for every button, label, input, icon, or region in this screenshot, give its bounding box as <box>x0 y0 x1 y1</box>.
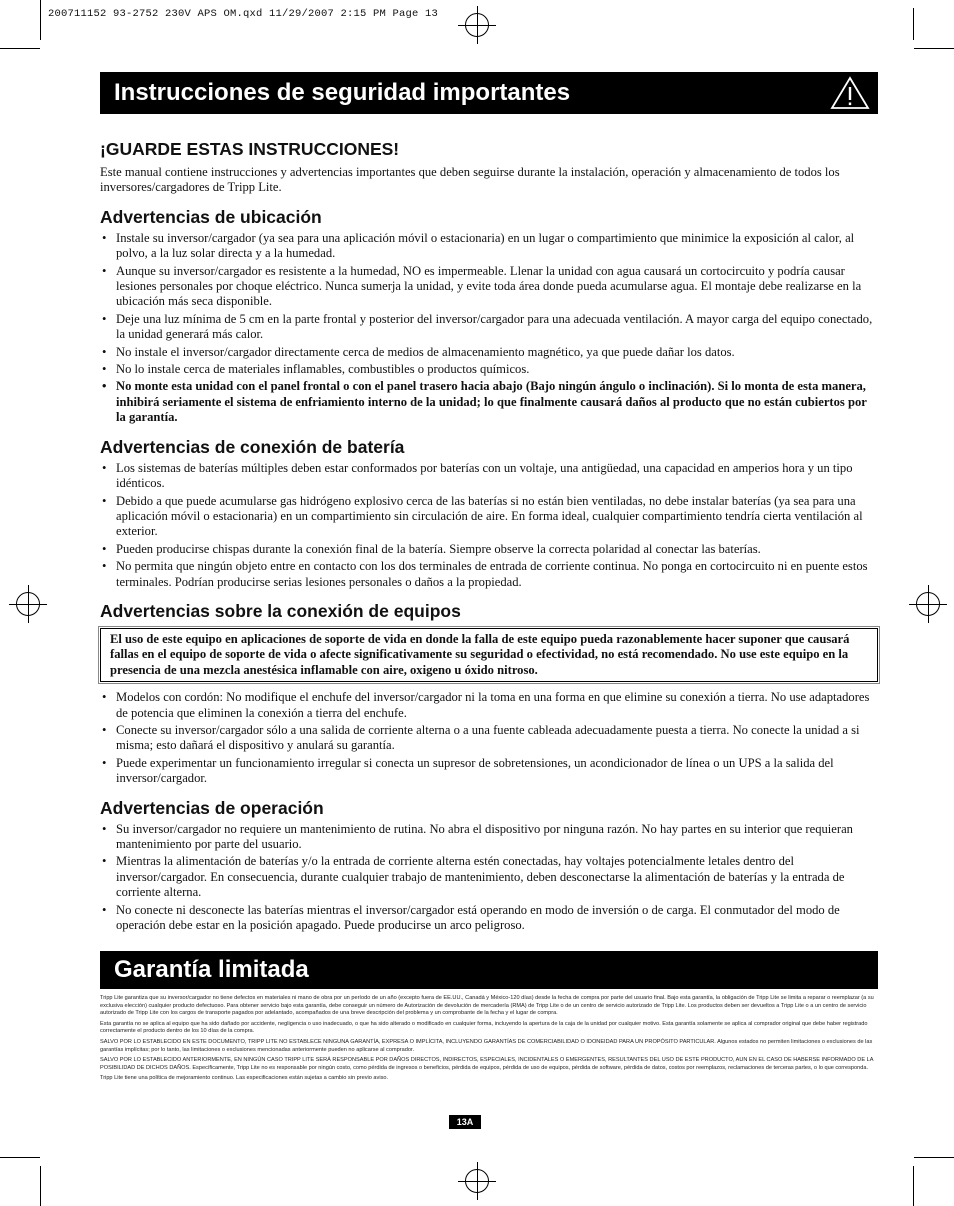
warranty-paragraph: SALVO POR LO ESTABLECIDO EN ESTE DOCUMENTO, TRIPP LITE NO ESTABLECE NINGUNA GARANTÍA, EXPRESA O IMPLÍCITA, INCLUYENDO GARANTÍAS DE COMERCIABILIDAD O IDONEIDAD PARA UN PROPÓSITO PARTICULAR. Algunos estados no permiten limitaciones o exclusiones de las garantías implícitas; por lo tanto, las limitaciones o exclusiones mencionadas anteriormente pueden no aplicarse al comprador. <box>100 1038 873 1053</box>
list-item: • No lo instale cerca de materiales inflamables, combustibles o productos químicos. <box>100 362 878 377</box>
warranty-paragraph: Esta garantía no se aplica al equipo que ha sido dañado por accidente, negligencia o uso inadecuado, o que ha sido alterado o modificado en cualquier forma, incluyendo la apertura de la caja de la unidad por cualquier motivo. Esta garantía solamente se aplica al comprador original que debe haber registrado correctamente el producto dentro de los 10 días de la compra. <box>100 1020 868 1035</box>
list-item: • Puede experimentar un funcionamiento irregular si conecta un supresor de sobretensiones, un acondicionador de línea o un UPS a la salida del inversor/cargador. <box>100 756 878 787</box>
warranty-text <box>100 995 878 1086</box>
safety-content <box>100 138 878 935</box>
operation-heading: Advertencias de operación <box>100 797 324 818</box>
warranty-paragraph: Tripp Lite garantiza que su inversor/cargador no tiene defectos en materiales ni mano de obra por un período de un año (excepto fuera de EE.UU., Canadá y México-120 días) desde la fecha de compra por parte del usuario final. Bajo esta garantía, la obligación de Tripp Lite se limita a reparar o reemplazar (a su exclusiva elección) cualquier producto defectuoso. Para obtener servicio bajo esta garantía, debe conseguir un número de Autorización de devolución de mercadería (RMA) de Tripp Lite o de un centro de servicio autorizado de Tripp Lite. Los productos deben ser devueltos a Tripp Lite o a un centro de servicio autorizado de Tripp Lite con los cargos de transporte pagados por adelantado, acompañados de una breve descripción del problema y un comprobante de la fecha y el lugar de compra. <box>100 995 874 1017</box>
crop-mark <box>0 1157 40 1158</box>
operation-list <box>100 822 878 934</box>
registration-mark-icon <box>916 592 940 616</box>
warranty-paragraph: SALVO POR LO ESTABLECIDO ANTERIORMENTE, EN NINGÚN CASO TRIPP LITE SERÁ RESPONSABLE POR DAÑOS DIRECTOS, INDIRECTOS, ESPECIALES, INCIDENTALES O EMERGENTES, RESULTANTES DEL USO DE ESTE PRODUCTO, AUN EN EL CASO DE HABERSE INFORMADO DE LA POSIBILIDAD DE DICHOS DAÑOS. Específicamente, Tripp Lite no es responsable por ningún costo, como pérdida de ingresos o beneficios, pérdida de equipos, pérdida de uso de equipos, pérdida de software, pérdida de datos, costos por reemplazos, reclamaciones de terceras partes, o lo que corresponda. <box>100 1057 874 1071</box>
list-item: • No monte esta unidad con el panel frontal o con el panel trasero hacia abajo (Bajo ningún ángulo o inclinación). Si lo monta de esta manera, inhibirá seriamente el sistema de enfriamiento interno de la unidad; lo que finalmente causará daños al producto que no están cubiertos por la garantía. <box>100 379 878 425</box>
list-item: • Instale su inversor/cargador (ya sea para una aplicación móvil o estacionaria) en un lugar o compartimiento que minimice la exposición al calor, al polvo, a la luz solar directa y a la humedad. <box>100 231 878 262</box>
location-heading: Advertencias de ubicación <box>100 206 322 227</box>
list-item: • Modelos con cordón: No modifique el enchufe del inversor/cargador ni la toma en una forma en que elimine su conexión a tierra. No use adaptadores de potencia que eliminen la conexión a tierra del enchufe. <box>100 690 878 721</box>
warning-triangle-icon <box>830 76 870 110</box>
page-title: Instrucciones de seguridad importantes <box>114 79 571 106</box>
crop-mark <box>0 48 40 49</box>
list-item: • No instale el inversor/cargador directamente cerca de medios de almacenamiento magnético, ya que puede dañar los datos. <box>100 345 878 360</box>
crop-mark <box>40 0 41 40</box>
crop-mark <box>914 48 954 49</box>
section-banner-safety <box>100 72 878 114</box>
registration-mark-icon <box>465 13 489 37</box>
crop-mark <box>914 1157 954 1158</box>
list-item: • No permita que ningún objeto entre en contacto con los dos terminales de entrada de corriente continua. No ponga en cortocircuito ni en puente estos terminales. Podrían producirse serias lesiones personales o daños a la propiedad. <box>100 559 878 590</box>
intro-paragraph: Este manual contiene instrucciones y advertencias importantes que deben seguirse durante la instalación, operación y almacenamiento de todos los inversores/cargadores de Tripp Lite. <box>100 165 840 195</box>
print-slug: 200711152 93-2752 230V APS OM.qxd 11/29/2007 2:15 PM Page 13 <box>48 8 439 20</box>
section-banner-warranty <box>100 951 878 989</box>
registration-mark-icon <box>465 1169 489 1193</box>
equipment-heading: Advertencias sobre la conexión de equipos <box>100 600 461 621</box>
life-support-warning-box: El uso de este equipo en aplicaciones de soporte de vida en donde la falla de este equipo pueda razonablemente hacer suponer que causará fallas en el equipo de soporte de vida o afecte significativamente su seguridad o efectividad, no está recomendado. No use este equipo en la presencia de una mezcla anestésica inflamable con aire, oxigeno u óxido nitroso. <box>100 628 878 682</box>
list-item: • Su inversor/cargador no requiere un mantenimiento de rutina. No abra el dispositivo por ninguna razón. No hay partes en su interior que requieran mantenimiento por parte del usuario. <box>100 822 878 853</box>
list-item: • No conecte ni desconecte las baterías mientras el inversor/cargador está operando en modo de inversión o de carga. El conmutador del modo de operación debe estar en la posición apagado. Puede producirse un arco peligroso. <box>100 903 878 934</box>
page-number: 13A <box>449 1115 481 1129</box>
crop-mark <box>40 1166 41 1206</box>
equipment-list <box>100 690 878 786</box>
battery-heading: Advertencias de conexión de batería <box>100 436 405 457</box>
list-item: • Deje una luz mínima de 5 cm en la parte frontal y posterior del inversor/cargador para una adecuada ventilación. A mayor carga del equipo conectado, la unidad generará más calor. <box>100 312 878 343</box>
list-item: • Pueden producirse chispas durante la conexión final de la batería. Siempre observe la correcta polaridad al conectar las baterías. <box>100 542 878 557</box>
list-item: • Conecte su inversor/cargador sólo a una salida de corriente alterna o a una fuente cableada adecuadamente puesta a tierra. No conecte la unidad a si misma; esto dañará el dispositivo y anulará su garantía. <box>100 723 878 754</box>
list-item: • Mientras la alimentación de baterías y/o la entrada de corriente alterna estén conectadas, hay voltajes potencialmente letales dentro del inversor/cargador. En consecuencia, durante cualquier trabajo de mantenimiento, deben desconectarse la alimentación de baterías y la entrada de corriente alterna. <box>100 854 878 900</box>
registration-mark-icon <box>16 592 40 616</box>
list-item: • Aunque su inversor/cargador es resistente a la humedad, NO es impermeable. Llenar la unidad con agua causará un cortocircuito y podría causar lesiones personales por choque eléctrico. Nunca sumerja la unidad, y evite toda área donde pueda acumularse agua. El montaje debe realizarse en la ubicación más seca disponible. <box>100 264 878 310</box>
location-list <box>100 231 878 426</box>
crop-mark <box>913 1166 914 1206</box>
warranty-paragraph: Tripp Lite tiene una política de mejoramiento continuo. Las especificaciones están sujetas a cambio sin previo aviso. <box>100 1075 389 1082</box>
list-item: • Los sistemas de baterías múltiples deben estar conformados por baterías con un voltaje, una antigüedad, una capacidad en amperios hora y un tipo idénticos. <box>100 461 878 492</box>
warranty-title: Garantía limitada <box>114 956 309 983</box>
list-item: • Debido a que puede acumularse gas hidrógeno explosivo cerca de las baterías si no están bien ventiladas, no debe instalar baterías (ya sea para una aplicación móvil o estacionaria) en un compartimiento sin circulación de aire. En forma ideal, cualquier compartimiento tendría cierta ventilación al exterior. <box>100 494 878 540</box>
crop-mark <box>913 8 914 40</box>
battery-list <box>100 461 878 590</box>
save-instructions-heading: ¡GUARDE ESTAS INSTRUCCIONES! <box>100 139 400 159</box>
